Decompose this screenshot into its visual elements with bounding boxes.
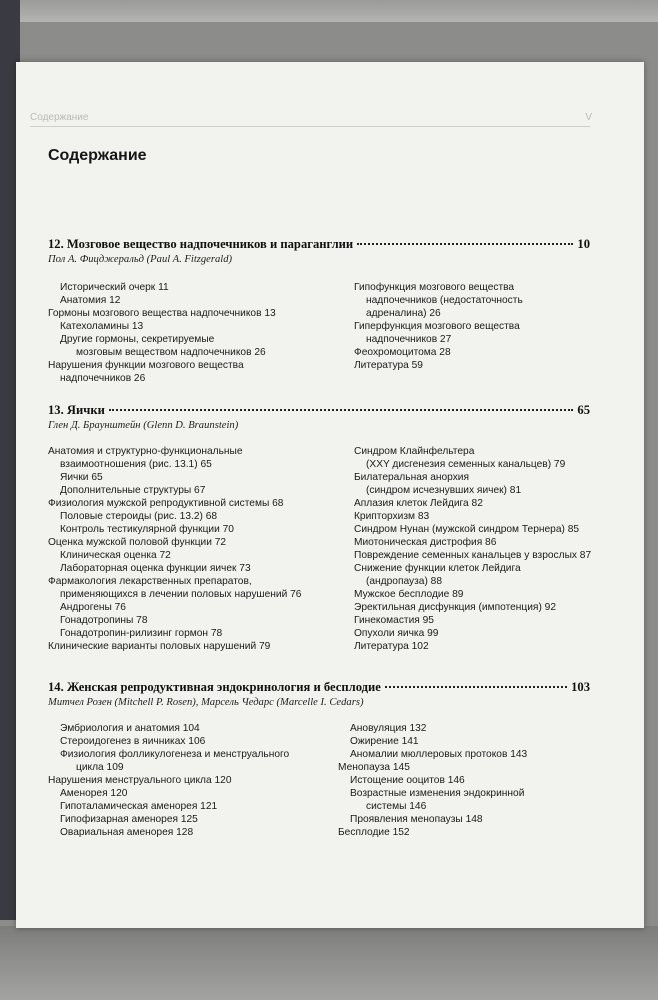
toc-entry[interactable]: Бесплодие 152 <box>338 827 410 838</box>
toc-entry[interactable]: Повреждение семенных канальцев у взрослых 87 <box>354 550 592 561</box>
toc-entry[interactable]: Синдром Клайнфельтера <box>354 446 475 457</box>
toc-entry-continuation[interactable]: надпочечников 27 <box>366 334 452 345</box>
toc-entry[interactable]: Физиология фолликулогенеза и менструального <box>60 749 290 760</box>
toc-left-column <box>48 722 348 839</box>
toc-entry-continuation[interactable]: цикла 109 <box>76 762 124 773</box>
toc-entry[interactable]: Опухоли яичка 99 <box>354 628 439 639</box>
chapter-title[interactable]: 14. Женская репродуктивная эндокринология и бесплодие <box>48 680 381 694</box>
toc-entry[interactable]: Нарушения менструального цикла 120 <box>48 775 232 786</box>
chapter-page-number: 103 <box>571 680 590 694</box>
chapter-page-number: 10 <box>577 237 590 251</box>
toc-entry[interactable]: Клиническая оценка 72 <box>60 550 171 561</box>
chapter-13 <box>48 403 590 673</box>
toc-entry[interactable]: Гипоталамическая аменорея 121 <box>60 801 218 812</box>
toc-entry[interactable]: Дополнительные структуры 67 <box>60 485 206 496</box>
toc-entry[interactable]: Лабораторная оценка функции яичек 73 <box>60 563 251 574</box>
toc-entry[interactable]: Билатеральная анорхия <box>354 472 470 483</box>
chapter-heading[interactable] <box>48 403 590 418</box>
toc-entry[interactable]: Гонадотропин-рилизинг гормон 78 <box>60 628 223 639</box>
toc-entry-continuation[interactable]: адреналина) 26 <box>366 308 441 319</box>
leader-dots <box>385 686 567 688</box>
chapter-heading[interactable] <box>48 680 590 695</box>
toc-entry[interactable]: Гиперфункция мозгового вещества <box>354 321 520 332</box>
toc-entry[interactable]: Гормоны мозгового вещества надпочечников 13 <box>48 308 276 319</box>
toc-entry-continuation[interactable]: надпочечников (недостаточность <box>366 295 523 306</box>
chapter-title[interactable]: 13. Яички <box>48 403 105 417</box>
toc-entry[interactable]: Возрастные изменения эндокринной <box>350 788 525 799</box>
running-head <box>30 112 590 127</box>
toc-entry[interactable]: Анатомия 12 <box>60 295 121 306</box>
toc-right-column <box>338 722 590 839</box>
toc-entry-continuation[interactable]: системы 146 <box>366 801 427 812</box>
toc-left-column <box>48 445 348 653</box>
toc-entry[interactable]: Эректильная дисфункция (импотенция) 92 <box>354 602 557 613</box>
leader-dots <box>109 409 574 411</box>
toc-entry[interactable]: Нарушения функции мозгового вещества <box>48 360 244 371</box>
toc-entry[interactable]: Аномалии мюллеровых протоков 143 <box>350 749 528 760</box>
background-surface-top <box>0 0 658 22</box>
chapter-author: Митчел Розен (Mitchell P. Rosen), Марсель Чедарс (Marcelle I. Cedars) <box>48 697 364 708</box>
toc-entry[interactable]: Гинекомастия 95 <box>354 615 434 626</box>
toc-entry-continuation[interactable]: взаимоотношения (рис. 13.1) 65 <box>60 459 212 470</box>
running-head-right: V <box>585 112 592 123</box>
toc-entry[interactable]: Контроль тестикулярной функции 70 <box>60 524 234 535</box>
chapter-author: Пол А. Фицджеральд (Paul A. Fitzgerald) <box>48 254 233 265</box>
toc-entry[interactable]: Андрогены 76 <box>60 602 126 613</box>
chapter-title[interactable]: 12. Мозговое вещество надпочечников и параганглии <box>48 237 354 251</box>
toc-right-column <box>354 281 590 372</box>
toc-entry[interactable]: Миотоническая дистрофия 86 <box>354 537 497 548</box>
toc-entry[interactable]: Эмбриология и анатомия 104 <box>60 723 200 734</box>
toc-entry[interactable]: Физиология мужской репродуктивной системы 68 <box>48 498 284 509</box>
chapter-14 <box>48 680 590 860</box>
chapter-page-number: 65 <box>577 403 590 417</box>
toc-entry[interactable]: Аменорея 120 <box>60 788 128 799</box>
toc-right-column <box>354 445 590 653</box>
toc-entry-continuation[interactable]: (андропауза) 88 <box>366 576 443 587</box>
toc-entry[interactable]: Гипофизарная аменорея 125 <box>60 814 198 825</box>
chapter-heading[interactable] <box>48 237 590 252</box>
toc-entry[interactable]: Другие гормоны, секретируемые <box>60 334 215 345</box>
toc-entry-continuation[interactable]: применяющихся в лечении половых нарушений 76 <box>60 589 302 600</box>
toc-entry-continuation[interactable]: надпочечников 26 <box>60 373 146 384</box>
toc-entry[interactable]: Литература 59 <box>354 360 423 371</box>
toc-entry[interactable]: Исторический очерк 11 <box>60 282 169 293</box>
toc-entry[interactable]: Катехоламины 13 <box>60 321 144 332</box>
toc-entry[interactable]: Менопауза 145 <box>338 762 410 773</box>
toc-entry[interactable]: Литература 102 <box>354 641 429 652</box>
toc-entry-continuation[interactable]: мозговым веществом надпочечников 26 <box>76 347 266 358</box>
toc-entry-continuation[interactable]: (XXY дисгенезия семенных канальцев) 79 <box>366 459 566 470</box>
toc-left-column <box>48 281 338 385</box>
toc-entry[interactable]: Анатомия и структурно-функциональные <box>48 446 243 457</box>
toc-entry[interactable]: Крипторхизм 83 <box>354 511 430 522</box>
toc-entry[interactable]: Аплазия клеток Лейдига 82 <box>354 498 483 509</box>
toc-entry[interactable]: Яички 65 <box>60 472 103 483</box>
toc-entry[interactable]: Стероидогенез в яичниках 106 <box>60 736 206 747</box>
toc-entry[interactable]: Синдром Нунан (мужской синдром Тернера) 85 <box>354 524 580 535</box>
chapter-12 <box>48 237 590 397</box>
toc-entry[interactable]: Мужское бесплодие 89 <box>354 589 464 600</box>
toc-entry[interactable]: Оценка мужской половой функции 72 <box>48 537 227 548</box>
toc-entry[interactable]: Половые стероиды (рис. 13.2) 68 <box>60 511 218 522</box>
toc-entry[interactable]: Гипофункция мозгового вещества <box>354 282 515 293</box>
toc-entry[interactable]: Ожирение 141 <box>350 736 419 747</box>
toc-entry[interactable]: Снижение функции клеток Лейдига <box>354 563 521 574</box>
toc-entry[interactable]: Феохромоцитома 28 <box>354 347 451 358</box>
toc-entry[interactable]: Фармакология лекарственных препаратов, <box>48 576 252 587</box>
toc-entry[interactable]: Ановуляция 132 <box>350 723 427 734</box>
toc-entry[interactable]: Овариальная аменорея 128 <box>60 827 194 838</box>
chapter-author: Глен Д. Браунштейн (Glenn D. Braunstein) <box>48 420 239 431</box>
page-title: Содержание <box>48 147 147 164</box>
running-head-left: Содержание <box>30 112 89 123</box>
toc-entry[interactable]: Проявления менопаузы 148 <box>350 814 483 825</box>
toc-entry-continuation[interactable]: (синдром исчезнувших яичек) 81 <box>366 485 522 496</box>
leader-dots <box>357 243 573 245</box>
toc-entry[interactable]: Клинические варианты половых нарушений 79 <box>48 641 271 652</box>
toc-entry[interactable]: Истощение ооцитов 146 <box>350 775 465 786</box>
background-surface-bottom <box>0 926 658 1000</box>
toc-entry[interactable]: Гонадотропины 78 <box>60 615 148 626</box>
